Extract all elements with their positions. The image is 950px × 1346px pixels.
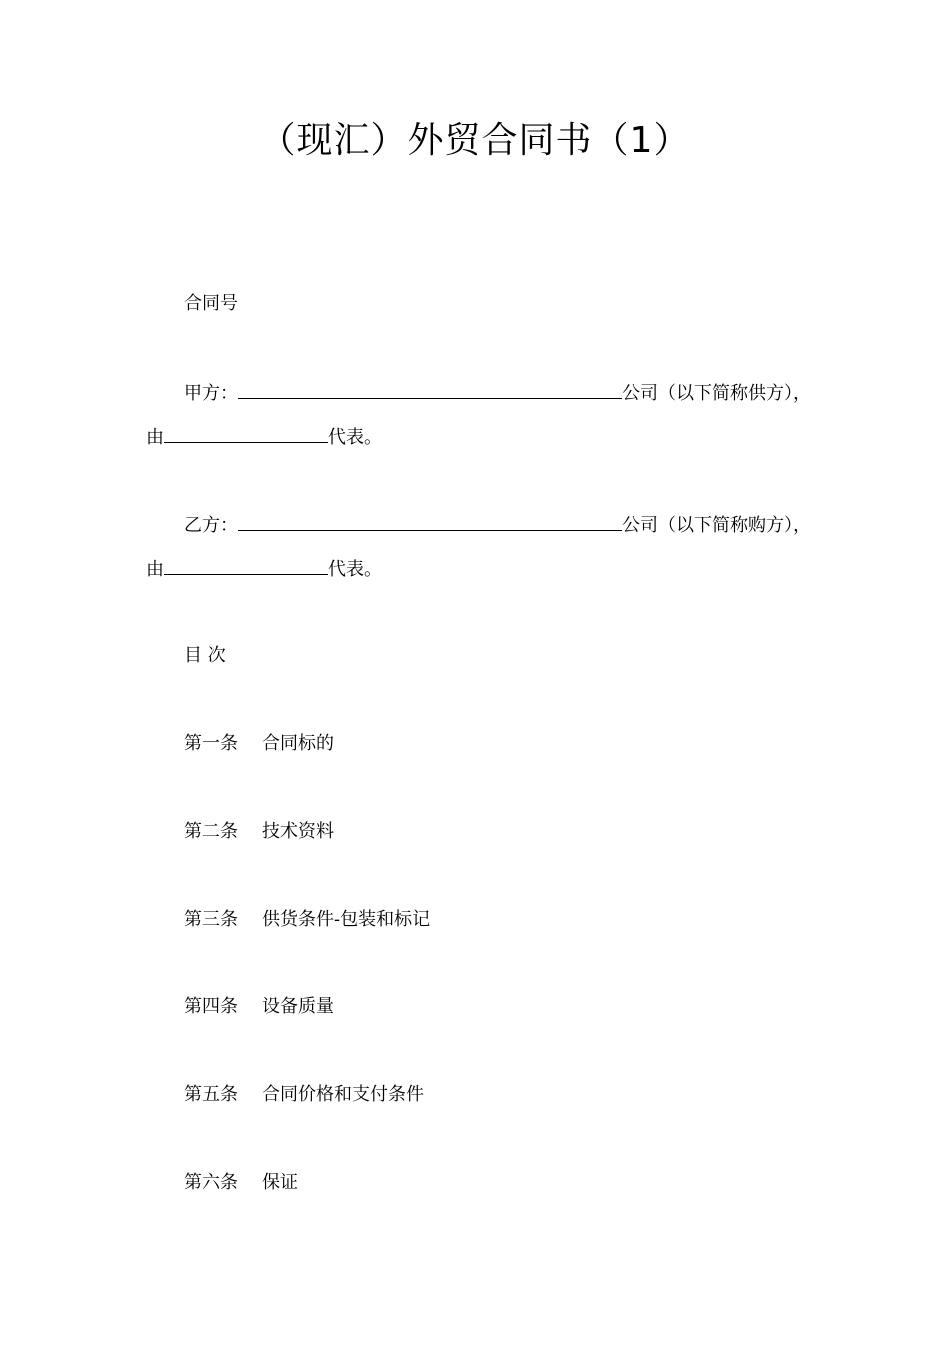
article-title: 供货条件-包装和标记 [262, 909, 431, 930]
party-a-representative-blank [164, 424, 328, 443]
party-a-label: 甲方： [184, 383, 238, 404]
party-a-rep-suffix: 代表。 [328, 427, 382, 448]
party-b-rep-prefix: 由 [146, 559, 164, 580]
party-a-line [184, 380, 811, 406]
article-title: 合同价格和支付条件 [262, 1084, 424, 1105]
toc-item [184, 1171, 298, 1195]
party-b-rep-suffix: 代表。 [328, 559, 382, 580]
article-number: 第五条 [184, 1084, 238, 1105]
party-a-name-blank [238, 380, 622, 399]
toc-item [184, 995, 334, 1019]
contract-number-label: 合同号 [184, 293, 238, 314]
party-a-rep-prefix: 由 [146, 427, 164, 448]
party-b-representative-line [146, 556, 382, 582]
document-title: （现汇）外贸合同书（1） [259, 120, 691, 161]
party-a-representative-line [146, 424, 382, 450]
article-number: 第六条 [184, 1172, 238, 1193]
article-title: 技术资料 [262, 821, 334, 842]
party-b-line [184, 512, 811, 538]
party-b-label: 乙方： [184, 515, 238, 536]
party-b-name-blank [238, 512, 622, 531]
article-number: 第二条 [184, 821, 238, 842]
toc-item [184, 1083, 424, 1107]
party-b-representative-blank [164, 556, 328, 575]
article-number: 第三条 [184, 909, 238, 930]
article-number: 第一条 [184, 733, 238, 754]
toc-item [184, 732, 334, 756]
article-title: 保证 [262, 1172, 298, 1193]
party-b-suffix: 公司（以下简称购方）， [622, 515, 811, 536]
toc-heading: 目 次 [184, 645, 226, 666]
article-title: 合同标的 [262, 733, 334, 754]
toc-item [184, 908, 430, 932]
party-a-suffix: 公司（以下简称供方）， [622, 383, 811, 404]
article-title: 设备质量 [262, 996, 334, 1017]
toc-item [184, 820, 334, 844]
article-number: 第四条 [184, 996, 238, 1017]
